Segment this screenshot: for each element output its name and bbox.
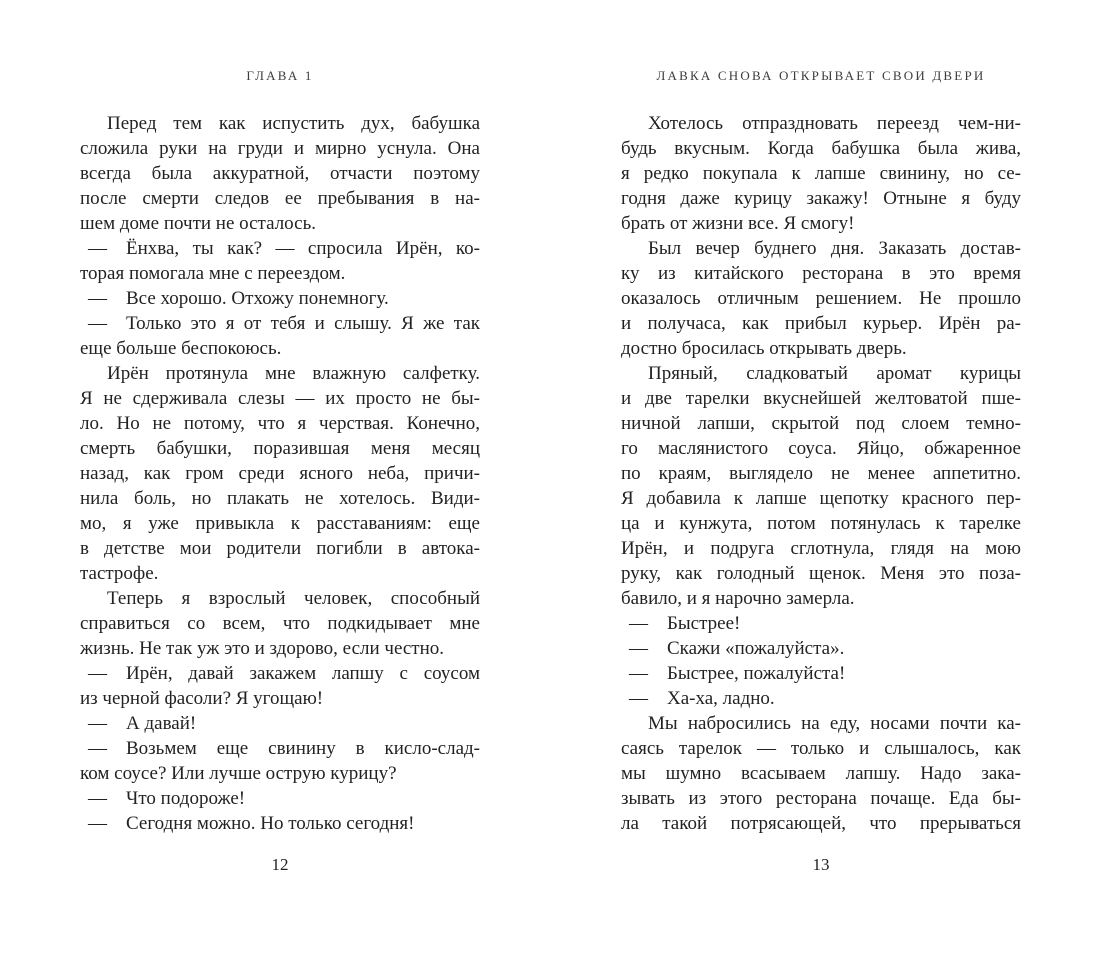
text-line: из черной фасоли? Я угощаю!: [80, 688, 324, 709]
text-line: смерть бабушки, поразившая меня месяц: [80, 438, 480, 459]
text-line: торая помогала мне с переездом.: [80, 263, 346, 284]
page-number-right: 13: [812, 855, 830, 874]
text-line: мы шумно всасываем лапшу. Надо зака-: [621, 763, 1021, 784]
page-body-right: [621, 111, 1021, 836]
text-line: Теперь я взрослый человек, способный: [107, 588, 480, 609]
text-line: ца и кунжута, потом потянулась к тарелке: [621, 513, 1021, 534]
text-line: в детстве мои родители погибли в автока-: [80, 538, 480, 559]
text-line: Хотелось отпраздновать переезд чем-ни-: [648, 113, 1021, 134]
text-line: — Все хорошо. Отхожу понемногу.: [88, 288, 389, 309]
text-line: го маслянистого соуса. Яйцо, обжаренное: [621, 438, 1021, 459]
running-head-title: ЛАВКА СНОВА ОТКРЫВАЕТ СВОИ ДВЕРИ: [656, 68, 986, 83]
text-line: брать от жизни все. Я смогу!: [621, 213, 855, 234]
text-line: ла такой потрясающей, что прерываться: [621, 813, 1021, 834]
text-line: — Скажи «пожалуйста».: [629, 638, 845, 659]
text-line: зывать из этого ресторана почаще. Еда бы-: [621, 788, 1021, 809]
text-line: сложила руки на груди и мирно уснула. Она: [80, 138, 480, 159]
text-line: — Быстрее!: [629, 613, 741, 634]
text-line: и получаса, как прибыл курьер. Ирён ра-: [621, 313, 1021, 334]
text-line: — Ёнхва, ты как? — спросила Ирён, ко-: [88, 238, 480, 259]
text-line: Ирён протянула мне влажную салфетку.: [107, 363, 480, 384]
running-head-chapter: ГЛАВА 1: [246, 68, 314, 83]
text-line: Пряный, сладковатый аромат курицы: [648, 363, 1021, 384]
text-line: ничной лапши, скрытой под слоем темно-: [621, 413, 1021, 434]
text-line: ком соусе? Или лучше острую курицу?: [80, 763, 397, 784]
text-line: по краям, выглядело не менее аппетитно.: [621, 463, 1021, 484]
text-line: — Что подороже!: [88, 788, 246, 809]
text-line: Был вечер буднего дня. Заказать достав-: [648, 238, 1021, 259]
text-line: ло. Но не потому, что я черствая. Конечно,: [80, 413, 480, 434]
text-line: годня даже курицу закажу! Отныне я буду: [621, 188, 1021, 209]
text-line: Я добавила к лапше щепотку красного пер-: [621, 488, 1021, 509]
text-line: — Только это я от тебя и слышу. Я же так: [88, 313, 480, 334]
text-line: назад, как гром среди ясного неба, причи-: [80, 463, 480, 484]
text-line: Ирён, и подруга сглотнула, глядя на мою: [621, 538, 1021, 559]
text-line: — А давай!: [88, 713, 197, 734]
text-line: мо, я уже привыкла к расставаниям: еще: [80, 513, 480, 534]
page-left: [80, 0, 480, 957]
text-line: шем доме почти не осталось.: [80, 213, 316, 234]
text-line: руку, как голодный щенок. Меня это поза-: [621, 563, 1021, 584]
text-line: — Возьмем еще свинину в кисло-слад-: [88, 738, 480, 759]
text-line: — Быстрее, пожалуйста!: [629, 663, 846, 684]
text-line: всегда была аккуратной, отчасти поэтому: [80, 163, 480, 184]
text-line: Я не сдерживала слезы — их просто не бы-: [80, 388, 480, 409]
text-line: достно бросилась открывать дверь.: [621, 338, 907, 359]
page-body-left: [80, 111, 480, 836]
text-line: еще больше беспокоюсь.: [80, 338, 282, 359]
text-line: — Ирён, давай закажем лапшу с соусом: [88, 663, 480, 684]
text-line: — Сегодня можно. Но только сегодня!: [88, 813, 415, 834]
text-line: Мы набросились на еду, носами почти ка-: [648, 713, 1021, 734]
text-line: бавило, и я нарочно замерла.: [621, 588, 855, 609]
text-line: я редко покупала к лапше свинину, но се-: [621, 163, 1021, 184]
page-number-left: 12: [271, 855, 289, 874]
text-line: справиться со всем, что подкидывает мне: [80, 613, 480, 634]
text-line: тастрофе.: [80, 563, 159, 584]
text-line: жизнь. Не так уж это и здорово, если честно.: [80, 638, 445, 659]
text-line: саясь тарелок — только и слышалось, как: [621, 738, 1021, 759]
text-line: нила боль, но плакать не хотелось. Види-: [80, 488, 480, 509]
text-line: и две тарелки вкуснейшей желтоватой пше-: [621, 388, 1021, 409]
page-right: [621, 0, 1021, 957]
text-line: ку из китайского ресторана в это время: [621, 263, 1021, 284]
text-line: — Ха-ха, ладно.: [629, 688, 775, 709]
text-line: после смерти следов ее пребывания в на-: [80, 188, 480, 209]
text-line: оказалось отличным решением. Не прошло: [621, 288, 1021, 309]
text-line: будь вкусным. Когда бабушка была жива,: [621, 138, 1021, 159]
text-line: Перед тем как испустить дух, бабушка: [107, 113, 480, 134]
